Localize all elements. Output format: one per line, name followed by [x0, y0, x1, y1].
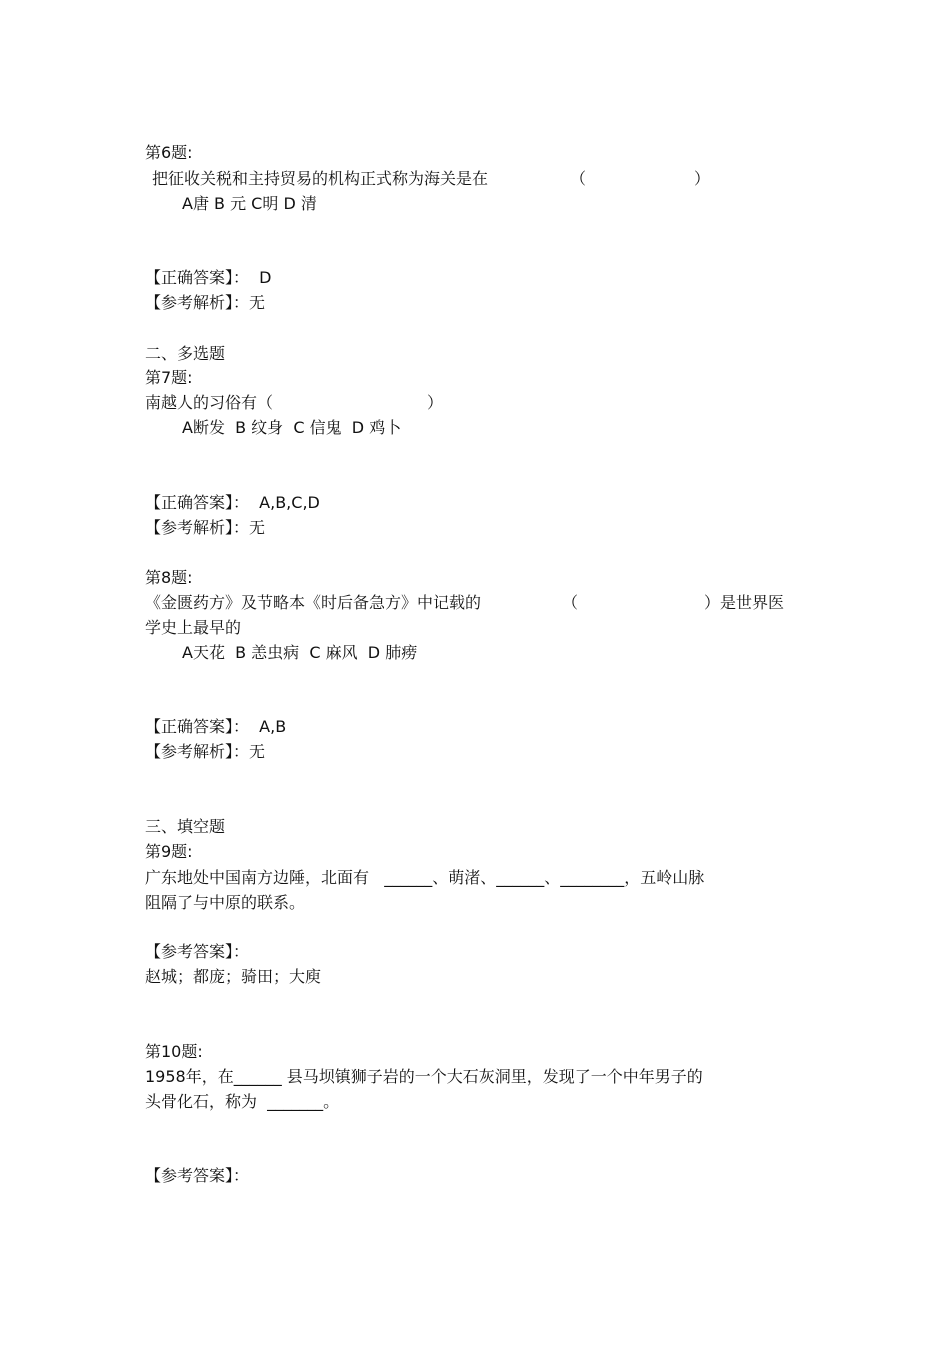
q8-answer: 【正确答案】： A,B — [145, 717, 287, 736]
q8-title: 第8题: — [145, 568, 193, 587]
q9-stem: 广东地处中国南方边陲，北面有 ______、萌渚、______、________，五岭山脉 — [145, 868, 705, 887]
q8-paren-open: （ — [562, 593, 579, 612]
q6-paren-close: ） — [694, 169, 711, 188]
q10-ref-label: 【参考答案】： — [145, 1166, 250, 1185]
q6-stem: 把征收关税和主持贸易的机构正式称为海关是在 — [152, 169, 489, 188]
q9-ref-answer: 赵城；都庞；骑田；大庾 — [145, 967, 322, 986]
q9-stem-cont: 阻隔了与中原的联系。 — [145, 893, 306, 912]
q7-stem: 南越人的习俗有（ — [145, 393, 274, 412]
q7-answer: 【正确答案】： A,B,C,D — [145, 493, 320, 512]
q10-stem: 1958年，在______ 县马坝镇狮子岩的一个大石灰洞里，发现了一个中年男子的 — [145, 1067, 703, 1086]
q6-paren-open: （ — [570, 169, 587, 188]
q9-ref-label: 【参考答案】： — [145, 942, 250, 961]
q8-stem-cont: 学史上最早的 — [145, 618, 242, 637]
q7-paren-close: ） — [427, 393, 444, 412]
q8-analysis: 【参考解析】：无 — [145, 742, 266, 761]
section-fill-blank: 三、填空题 — [145, 817, 226, 836]
q6-analysis: 【参考解析】：无 — [145, 293, 266, 312]
q7-options: A断发 B 纹身 C 信鬼 D 鸡卜 — [182, 418, 402, 437]
q8-paren-close: ）是世界医 — [704, 593, 785, 612]
q7-title: 第7题: — [145, 368, 193, 387]
q9-title: 第9题: — [145, 842, 193, 861]
q8-options: A天花 B 恙虫病 C 麻风 D 肺痨 — [182, 643, 418, 662]
section-multi-choice: 二、多选题 — [145, 344, 226, 363]
q10-stem-cont: 头骨化石，称为 _______。 — [145, 1092, 340, 1111]
q6-answer: 【正确答案】： D — [145, 268, 272, 287]
q8-stem: 《金匮药方》及节略本《时后备急方》中记载的 — [145, 593, 482, 612]
q6-title: 第6题: — [145, 143, 193, 162]
q10-title: 第10题: — [145, 1042, 203, 1061]
q6-options: A唐 B 元 C明 D 清 — [182, 194, 317, 213]
q7-analysis: 【参考解析】：无 — [145, 518, 266, 537]
